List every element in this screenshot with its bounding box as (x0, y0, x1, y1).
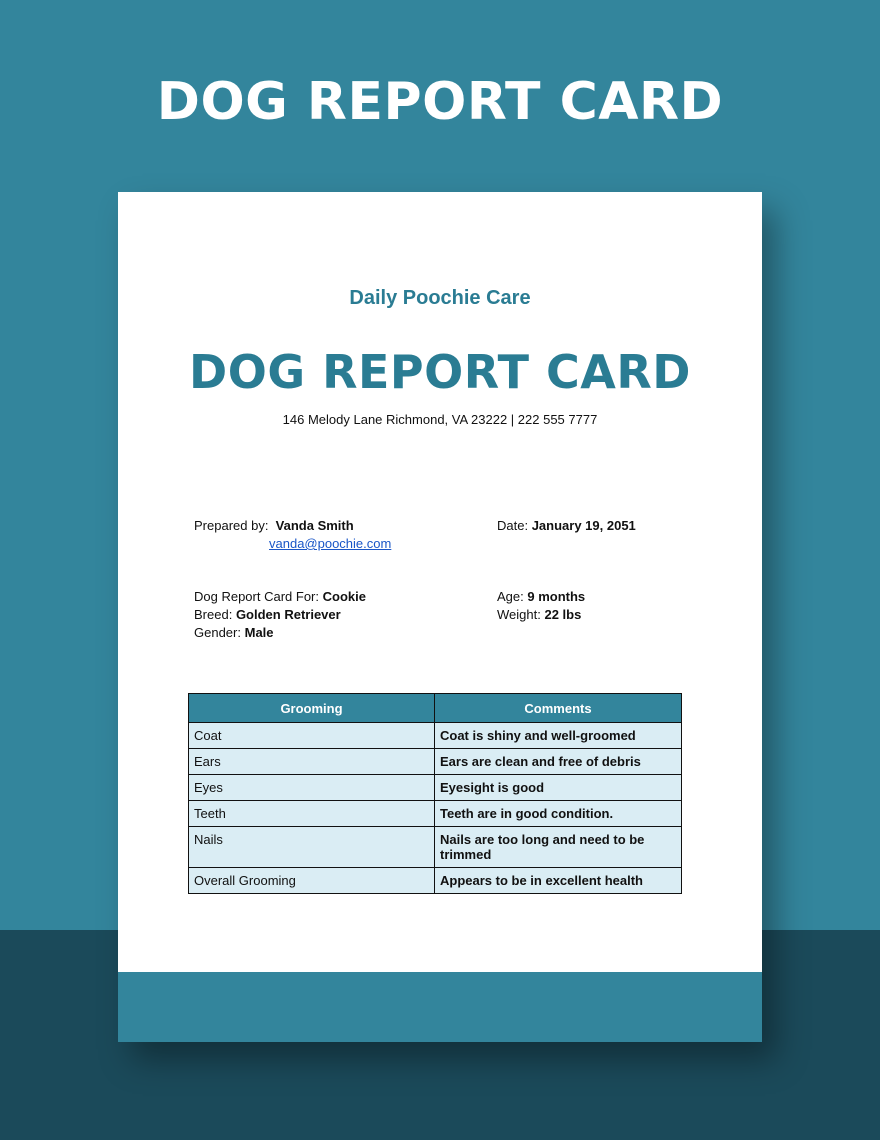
breed-value: Golden Retriever (235, 607, 341, 622)
grooming-cell: Coat (189, 723, 435, 749)
table-header-row (189, 694, 682, 723)
gender-field (194, 624, 274, 642)
grooming-cell: Overall Grooming (189, 868, 435, 894)
prepared-by-field (194, 517, 354, 535)
dog-name-field (194, 588, 366, 606)
table-row (189, 723, 682, 749)
report-sheet (118, 192, 762, 1042)
age-field (497, 588, 585, 606)
table-row (189, 868, 682, 894)
grooming-cell: Nails (189, 827, 435, 868)
table-row (189, 801, 682, 827)
comment-cell: Eyesight is good (435, 775, 682, 801)
banner-title: DOG REPORT CARD (156, 72, 724, 132)
header-grooming: Grooming (189, 694, 435, 723)
date-label: Date: (497, 518, 529, 533)
grooming-cell: Teeth (189, 801, 435, 827)
comment-cell: Nails are too long and need to be trimmed (435, 827, 682, 868)
age-label: Age: (497, 589, 524, 604)
weight-field (497, 606, 581, 624)
breed-label: Breed: (194, 607, 233, 622)
company-name: Daily Poochie Care (349, 287, 531, 309)
grooming-cell: Eyes (189, 775, 435, 801)
header-comments: Comments (435, 694, 682, 723)
weight-label: Weight: (497, 607, 541, 622)
comment-cell: Appears to be in excellent health (435, 868, 682, 894)
date-field (497, 517, 636, 535)
prepared-by-label: Prepared by: (194, 518, 269, 533)
grooming-table (188, 693, 682, 894)
table-row (189, 775, 682, 801)
preparer-email-link[interactable]: vanda@poochie.com (269, 536, 392, 551)
dog-name-value: Cookie (322, 589, 366, 604)
gender-value: Male (244, 625, 274, 640)
company-address: 146 Melody Lane Richmond, VA 23222 | 222 555 7777 (282, 412, 598, 427)
sheet-footer-band (118, 972, 762, 1042)
breed-field (194, 606, 341, 624)
gender-label: Gender: (194, 625, 241, 640)
grooming-cell: Ears (189, 749, 435, 775)
comment-cell: Coat is shiny and well-groomed (435, 723, 682, 749)
table-row (189, 827, 682, 868)
table-row (189, 749, 682, 775)
document-title: DOG REPORT CARD (189, 345, 691, 399)
age-value: 9 months (527, 589, 586, 604)
comment-cell: Teeth are in good condition. (435, 801, 682, 827)
weight-value: 22 lbs (544, 607, 582, 622)
dog-name-label: Dog Report Card For: (194, 589, 319, 604)
prepared-by-name: Vanda Smith (275, 518, 354, 533)
date-value: January 19, 2051 (531, 518, 636, 533)
comment-cell: Ears are clean and free of debris (435, 749, 682, 775)
